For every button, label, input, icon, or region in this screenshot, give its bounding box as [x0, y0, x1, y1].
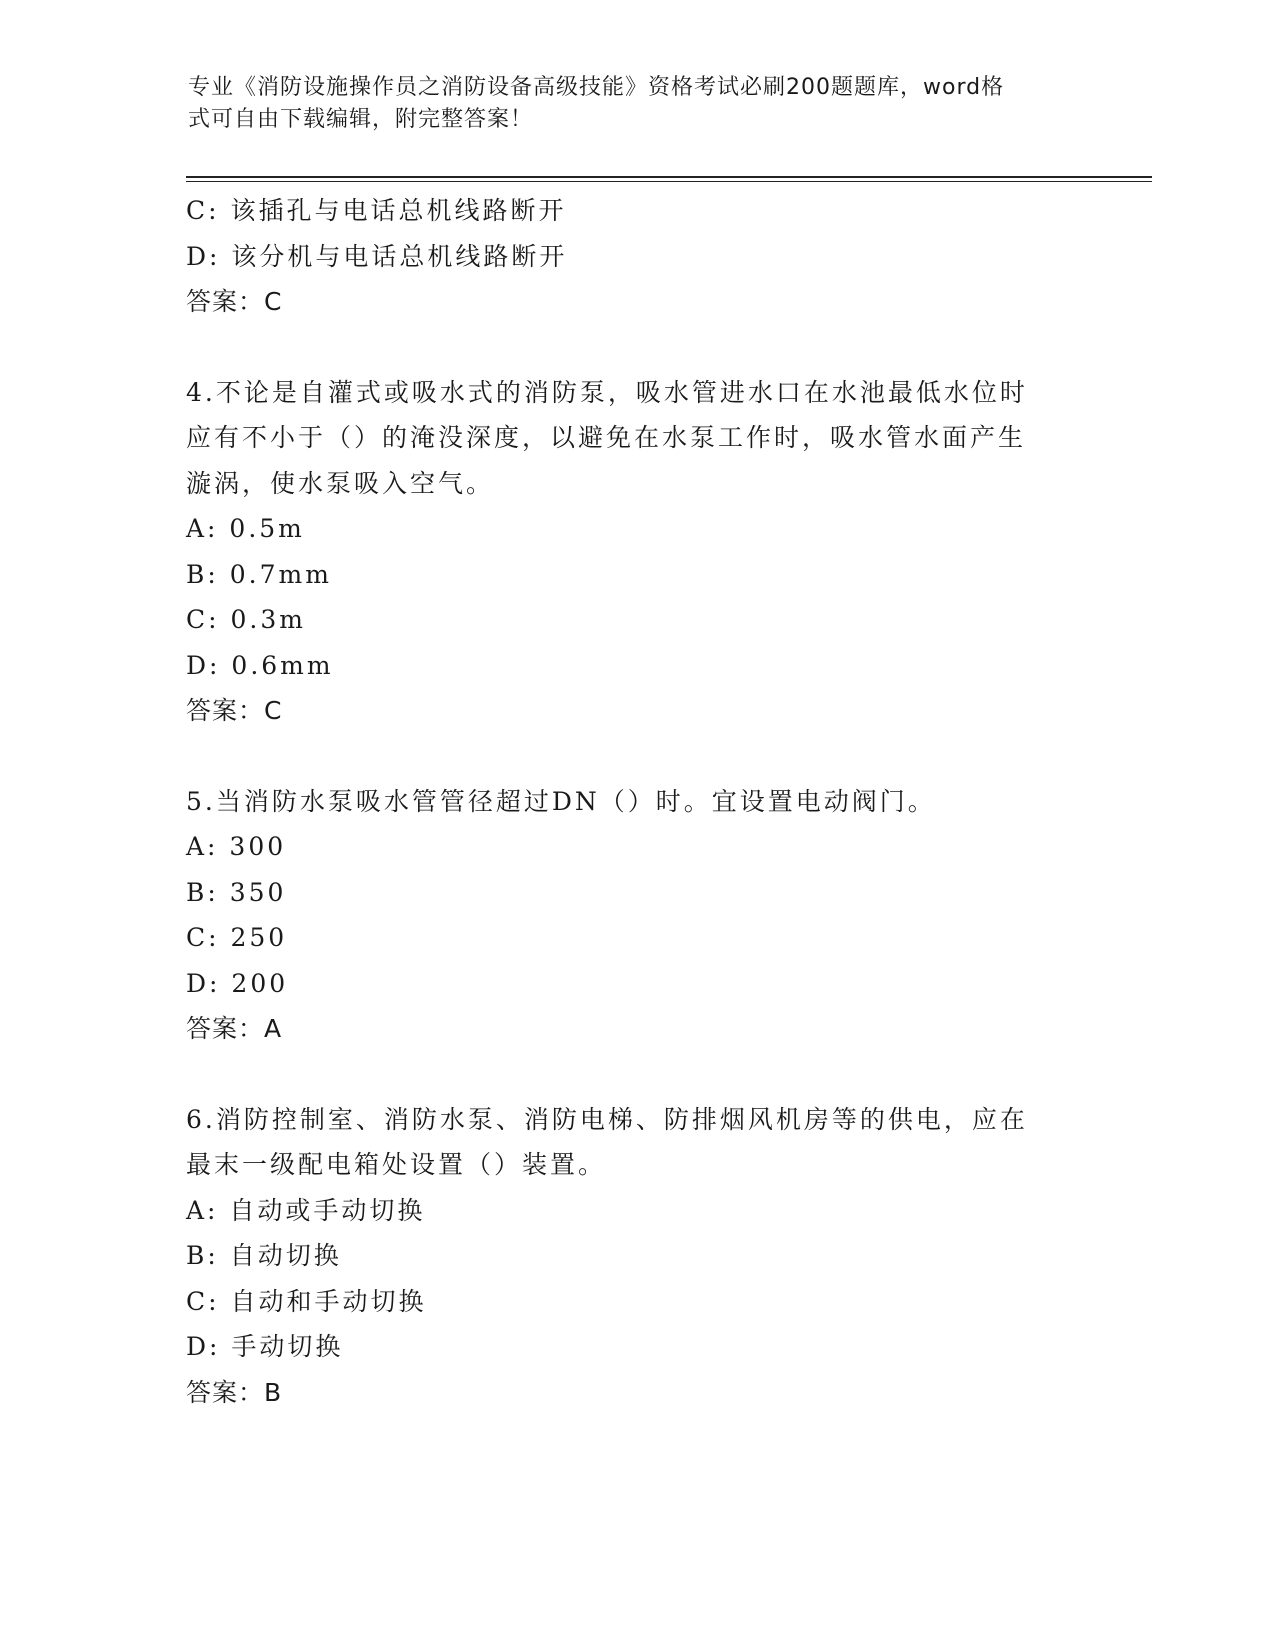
option-a: A: 0.5m [186, 514, 305, 543]
document-header [188, 72, 1068, 136]
option-b: B: 0.7mm [186, 559, 332, 589]
option-c: C: 250 [186, 923, 288, 952]
option-c: C: 该插孔与电话总机线路断开 [186, 196, 567, 225]
option-b: B: 自动切换 [186, 1241, 342, 1270]
question-stem: 5.当消防水泵吸水管管径超过DN（）时。宜设置电动阀门。 [186, 786, 936, 816]
option-d: D: 手动切换 [186, 1332, 344, 1361]
option-c: C: 自动和手动切换 [186, 1286, 427, 1316]
header-line-1: 专业《消防设施操作员之消防设备高级技能》资格考试必刷200题题库，word格 [188, 75, 1005, 100]
header-rule-thick [186, 176, 1152, 178]
question-5 [186, 779, 1086, 1052]
answer: 答案：C [186, 287, 283, 316]
answer: 答案：C [186, 696, 283, 725]
option-c: C: 0.3m [186, 605, 306, 634]
question-list [186, 188, 1086, 1415]
option-d: D: 该分机与电话总机线路断开 [186, 241, 568, 271]
answer: 答案：B [186, 1377, 283, 1407]
option-b: B: 350 [186, 877, 287, 907]
option-d: D: 0.6mm [186, 650, 334, 680]
question-6 [186, 1097, 1086, 1416]
question-stem: 4.不论是自灌式或吸水式的消防泵，吸水管进水口在水池最低水位时 [186, 377, 1028, 407]
question-stem: 应有不小于（）的淹没深度，以避免在水泵工作时，吸水管水面产生 [186, 423, 1027, 452]
option-a: A: 自动或手动切换 [186, 1195, 426, 1225]
header-line-2: 式可自由下载编辑，附完整答案！ [188, 107, 534, 132]
question-stem: 漩涡，使水泵吸入空气。 [186, 468, 495, 498]
question-stem: 6.消防控制室、消防水泵、消防电梯、防排烟风机房等的供电，应在 [186, 1104, 1028, 1134]
option-a: A: 300 [186, 832, 287, 861]
option-d: D: 200 [186, 968, 289, 998]
question-4 [186, 370, 1086, 734]
answer: 答案：A [186, 1014, 283, 1043]
header-rule-thin [186, 181, 1152, 182]
question-stem: 最末一级配电箱处设置（）装置。 [186, 1150, 607, 1179]
prev-question [186, 188, 1086, 325]
